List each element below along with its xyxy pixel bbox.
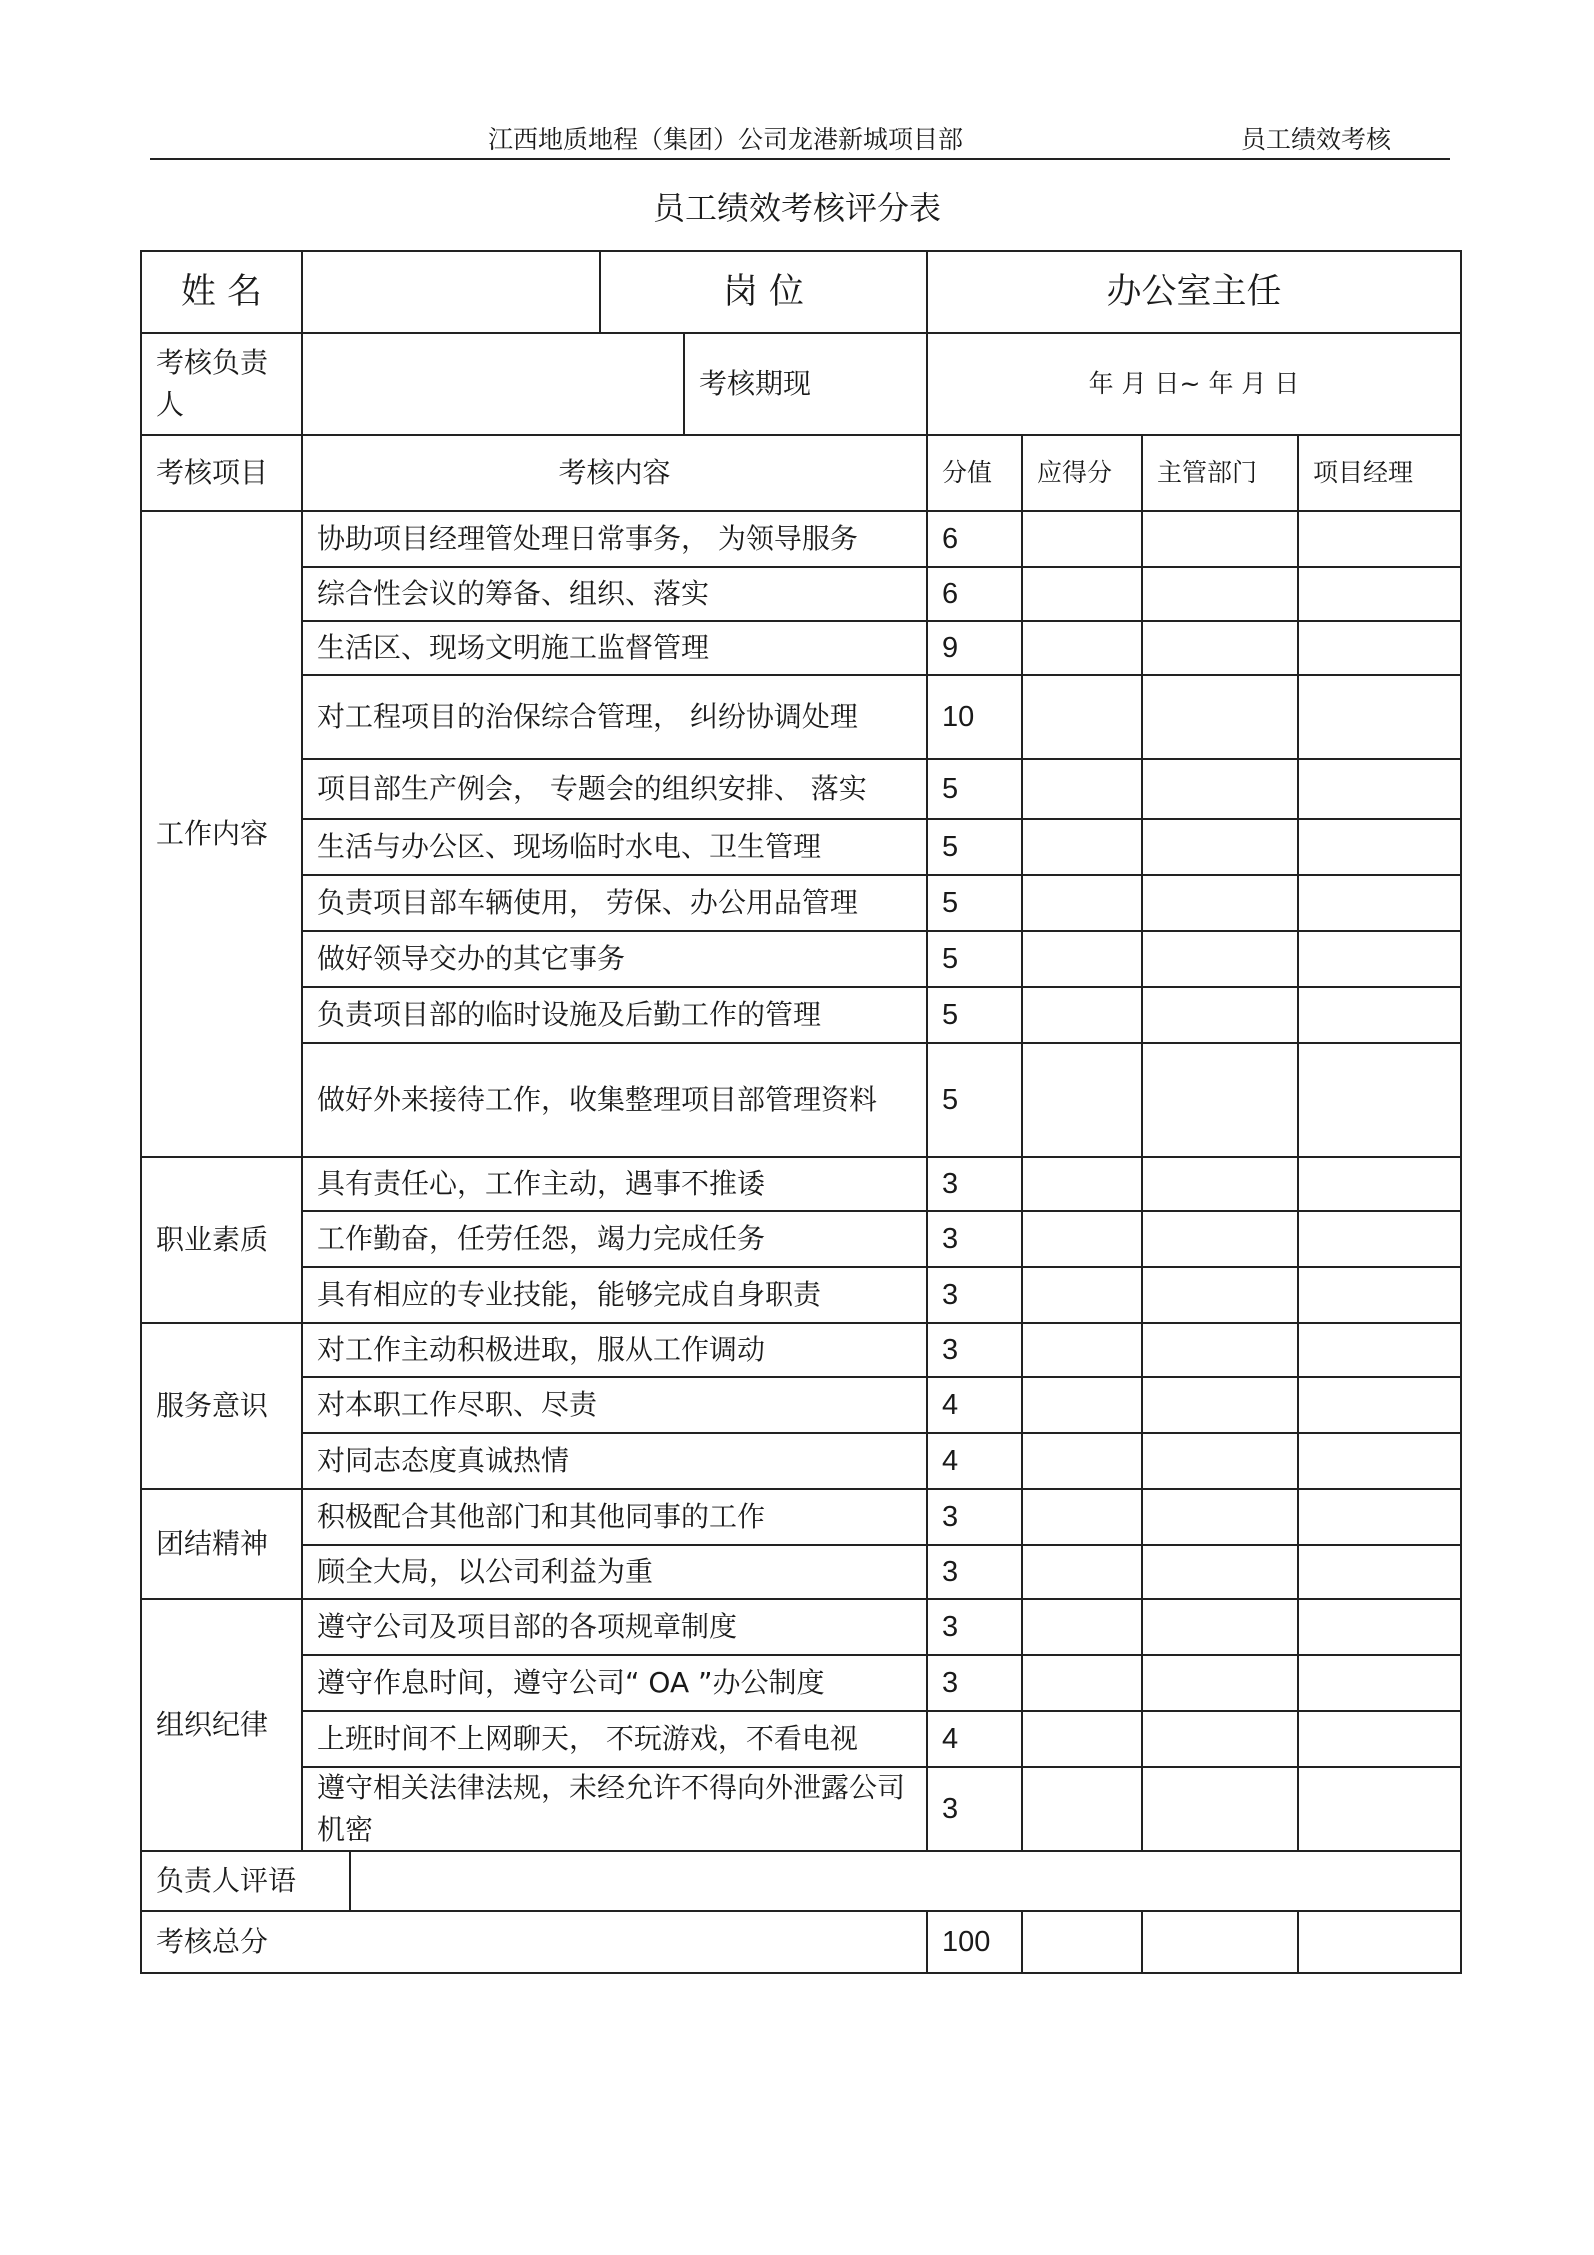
criterion-points-text: 5 <box>942 999 959 1031</box>
column-header-dept <box>1141 434 1299 512</box>
criterion-points-text: 4 <box>942 1389 959 1421</box>
criterion-points-text: 5 <box>942 773 959 805</box>
score-cell[interactable] <box>1021 930 1143 988</box>
dept-score-cell[interactable] <box>1141 1322 1299 1378</box>
score-cell[interactable] <box>1021 674 1143 760</box>
total-points <box>926 1910 1023 1974</box>
document-title: 员工绩效考核评分表 <box>652 189 941 227</box>
position-value[interactable] <box>926 250 1462 334</box>
criterion-points <box>926 1544 1023 1600</box>
pm-score-cell[interactable] <box>1297 758 1462 820</box>
score-cell[interactable] <box>1021 758 1143 820</box>
score-cell[interactable] <box>1021 1376 1143 1434</box>
criterion-points <box>926 1766 1023 1852</box>
criterion-points-text: 5 <box>942 1084 959 1116</box>
pm-score-cell[interactable] <box>1297 1322 1462 1378</box>
criterion-content-text: 积极配合其他部门和其他同事的工作 <box>317 1500 766 1533</box>
criterion-content <box>301 1710 928 1768</box>
group-name-text: 服务意识 <box>156 1389 269 1422</box>
criterion-points <box>926 1322 1023 1378</box>
criterion-points <box>926 1488 1023 1546</box>
criterion-content-text: 对本职工作尽职、尽责 <box>317 1388 598 1421</box>
group-name <box>140 1322 303 1490</box>
pm-score-cell[interactable] <box>1297 1710 1462 1768</box>
criterion-content <box>301 620 928 676</box>
column-header-pm-text: 项目经理 <box>1313 458 1414 487</box>
pm-score-cell[interactable] <box>1297 1432 1462 1490</box>
criterion-content-text: 项目部生产例会， 专题会的组织安排、 落实 <box>317 772 867 805</box>
criterion-points-text: 3 <box>942 1793 959 1825</box>
score-cell[interactable] <box>1021 1042 1143 1158</box>
score-cell[interactable] <box>1021 1322 1143 1378</box>
pm-score-cell[interactable] <box>1297 1376 1462 1434</box>
pm-score-cell[interactable] <box>1297 818 1462 876</box>
pm-score-cell[interactable] <box>1297 930 1462 988</box>
period-label-text: 考核期现 <box>699 367 812 400</box>
total-pm-cell[interactable] <box>1297 1910 1462 1974</box>
criterion-content-text: 遵守作息时间，遵守公司“ OA ”办公制度 <box>317 1666 825 1699</box>
dept-score-cell[interactable] <box>1141 1432 1299 1490</box>
criterion-content-text: 负责项目部车辆使用， 劳保、办公用品管理 <box>317 886 858 919</box>
total-score-cell[interactable] <box>1021 1910 1143 1974</box>
pm-score-cell[interactable] <box>1297 1042 1462 1158</box>
score-cell[interactable] <box>1021 1766 1143 1852</box>
column-header-score-text: 应得分 <box>1037 458 1113 487</box>
criterion-content-text: 遵守公司及项目部的各项规章制度 <box>317 1610 738 1643</box>
criterion-content <box>301 674 928 760</box>
dept-score-cell[interactable] <box>1141 874 1299 932</box>
pm-score-cell[interactable] <box>1297 874 1462 932</box>
score-cell[interactable] <box>1021 1488 1143 1546</box>
group-name-text: 团结精神 <box>156 1527 269 1560</box>
criterion-points <box>926 1432 1023 1490</box>
group-name <box>140 510 303 1158</box>
criterion-points-text: 3 <box>942 1334 959 1366</box>
group-name-text: 职业素质 <box>156 1223 269 1256</box>
criterion-content-text: 协助项目经理管处理日常事务， 为领导服务 <box>317 522 858 555</box>
total-label-text: 考核总分 <box>156 1925 269 1958</box>
score-cell[interactable] <box>1021 874 1143 932</box>
name-label <box>140 250 303 334</box>
criterion-content <box>301 1042 928 1158</box>
criterion-points <box>926 874 1023 932</box>
total-points-text: 100 <box>942 1926 991 1958</box>
score-cell[interactable] <box>1021 818 1143 876</box>
dept-score-cell[interactable] <box>1141 1544 1299 1600</box>
total-label <box>140 1910 928 1974</box>
pm-score-cell[interactable] <box>1297 1598 1462 1656</box>
header-section-label: 员工绩效考核 <box>1241 125 1392 154</box>
dept-score-cell[interactable] <box>1141 1766 1299 1852</box>
criterion-content <box>301 1654 928 1712</box>
criterion-points <box>926 510 1023 568</box>
period-value[interactable] <box>926 332 1462 436</box>
period-label <box>683 332 928 436</box>
criterion-points <box>926 1266 1023 1324</box>
criterion-content-text: 综合性会议的筹备、组织、落实 <box>317 577 710 610</box>
position-label-text: 岗 位 <box>722 272 805 312</box>
criterion-content <box>301 510 928 568</box>
position-value-text: 办公室主任 <box>1106 272 1282 312</box>
dept-score-cell[interactable] <box>1141 510 1299 568</box>
header-organization: 江西地质地程（集团）公司龙港新城项目部 <box>488 125 964 154</box>
pm-score-cell[interactable] <box>1297 986 1462 1044</box>
criterion-content-text: 生活区、现场文明施工监督管理 <box>317 631 710 664</box>
criterion-content-text: 遵守相关法律法规，未经允许不得向外泄露公司机密 <box>317 1771 906 1846</box>
criterion-content <box>301 1766 928 1852</box>
criterion-content-text: 顾全大局，以公司利益为重 <box>317 1555 654 1588</box>
column-header-points <box>926 434 1023 512</box>
pm-score-cell[interactable] <box>1297 510 1462 568</box>
dept-score-cell[interactable] <box>1141 674 1299 760</box>
evaluation-table <box>140 250 1460 2086</box>
criterion-content <box>301 1156 928 1212</box>
criterion-content <box>301 930 928 988</box>
criterion-points <box>926 566 1023 622</box>
dept-score-cell[interactable] <box>1141 566 1299 622</box>
criterion-content <box>301 1488 928 1546</box>
criterion-points <box>926 1210 1023 1268</box>
criterion-points <box>926 674 1023 760</box>
criterion-points-text: 5 <box>942 887 959 919</box>
criterion-content-text: 负责项目部的临时设施及后勤工作的管理 <box>317 998 822 1031</box>
group-name <box>140 1488 303 1600</box>
score-cell[interactable] <box>1021 1710 1143 1768</box>
criterion-content <box>301 758 928 820</box>
criterion-content-text: 具有责任心，工作主动，遇事不推诿 <box>317 1167 766 1200</box>
criterion-content <box>301 566 928 622</box>
criterion-content <box>301 1598 928 1656</box>
criterion-points-text: 6 <box>942 523 959 555</box>
criterion-points-text: 4 <box>942 1723 959 1755</box>
reviewer-value[interactable] <box>301 332 685 436</box>
dept-score-cell[interactable] <box>1141 620 1299 676</box>
dept-score-cell[interactable] <box>1141 1266 1299 1324</box>
pm-score-cell[interactable] <box>1297 566 1462 622</box>
criterion-points-text: 3 <box>942 1279 959 1311</box>
dept-score-cell[interactable] <box>1141 1376 1299 1434</box>
column-header-points-text: 分值 <box>942 458 993 487</box>
criterion-content <box>301 1266 928 1324</box>
group-name <box>140 1156 303 1324</box>
header-rule <box>150 158 1450 160</box>
criterion-points <box>926 818 1023 876</box>
criterion-points <box>926 1376 1023 1434</box>
criterion-points-text: 3 <box>942 1223 959 1255</box>
column-header-item-text: 考核项目 <box>156 456 269 489</box>
criterion-points-text: 6 <box>942 578 959 610</box>
criterion-content-text: 做好外来接待工作，收集整理项目部管理资料 <box>317 1083 878 1116</box>
dept-score-cell[interactable] <box>1141 818 1299 876</box>
dept-score-cell[interactable] <box>1141 930 1299 988</box>
score-cell[interactable] <box>1021 986 1143 1044</box>
score-cell[interactable] <box>1021 1654 1143 1712</box>
column-header-pm <box>1297 434 1462 512</box>
score-cell[interactable] <box>1021 1156 1143 1212</box>
group-name-text: 组织纪律 <box>156 1708 269 1741</box>
dept-score-cell[interactable] <box>1141 986 1299 1044</box>
pm-score-cell[interactable] <box>1297 620 1462 676</box>
criterion-points-text: 3 <box>942 1611 959 1643</box>
criterion-points <box>926 1710 1023 1768</box>
criterion-points <box>926 986 1023 1044</box>
criterion-points-text: 3 <box>942 1667 959 1699</box>
dept-score-cell[interactable] <box>1141 1710 1299 1768</box>
criterion-content <box>301 1322 928 1378</box>
criterion-points-text: 10 <box>942 701 975 733</box>
column-header-score <box>1021 434 1143 512</box>
score-cell[interactable] <box>1021 510 1143 568</box>
criterion-content-text: 具有相应的专业技能，能够完成自身职责 <box>317 1278 822 1311</box>
criterion-points <box>926 1042 1023 1158</box>
dept-score-cell[interactable] <box>1141 1654 1299 1712</box>
name-label-text: 姓 名 <box>180 272 263 312</box>
criterion-content-text: 生活与办公区、现场临时水电、卫生管理 <box>317 830 822 863</box>
name-value[interactable] <box>301 250 601 334</box>
criterion-points <box>926 758 1023 820</box>
pm-score-cell[interactable] <box>1297 1544 1462 1600</box>
column-header-dept-text: 主管部门 <box>1157 458 1258 487</box>
criterion-content-text: 对工程项目的治保综合管理， 纠纷协调处理 <box>317 700 858 733</box>
criterion-content <box>301 1210 928 1268</box>
criterion-points <box>926 930 1023 988</box>
criterion-points <box>926 1654 1023 1712</box>
pm-score-cell[interactable] <box>1297 1156 1462 1212</box>
score-cell[interactable] <box>1021 620 1143 676</box>
dept-score-cell[interactable] <box>1141 1210 1299 1268</box>
criterion-points-text: 4 <box>942 1445 959 1477</box>
criterion-content <box>301 1544 928 1600</box>
criterion-content-text: 工作勤奋，任劳任怨，竭力完成任务 <box>317 1222 766 1255</box>
pm-score-cell[interactable] <box>1297 674 1462 760</box>
pm-score-cell[interactable] <box>1297 1488 1462 1546</box>
comment-label-text: 负责人评语 <box>156 1864 297 1897</box>
dept-score-cell[interactable] <box>1141 1598 1299 1656</box>
column-header-content <box>301 434 928 512</box>
criterion-content <box>301 818 928 876</box>
criterion-content-text: 上班时间不上网聊天， 不玩游戏，不看电视 <box>317 1722 858 1755</box>
total-dept-cell[interactable] <box>1141 1910 1299 1974</box>
comment-label <box>140 1850 351 1912</box>
dept-score-cell[interactable] <box>1141 1488 1299 1546</box>
pm-score-cell[interactable] <box>1297 1766 1462 1852</box>
criterion-points-text: 9 <box>942 632 959 664</box>
pm-score-cell[interactable] <box>1297 1210 1462 1268</box>
dept-score-cell[interactable] <box>1141 1156 1299 1212</box>
criterion-content-text: 对工作主动积极进取，服从工作调动 <box>317 1333 766 1366</box>
dept-score-cell[interactable] <box>1141 1042 1299 1158</box>
criterion-points <box>926 1598 1023 1656</box>
pm-score-cell[interactable] <box>1297 1266 1462 1324</box>
group-name <box>140 1598 303 1852</box>
criterion-points <box>926 620 1023 676</box>
criterion-points-text: 3 <box>942 1168 959 1200</box>
criterion-points-text: 5 <box>942 831 959 863</box>
score-cell[interactable] <box>1021 1266 1143 1324</box>
reviewer-label-text: 考核负责人 <box>156 346 269 421</box>
score-cell[interactable] <box>1021 1210 1143 1268</box>
period-value-text: 年 月 日~ 年 月 日 <box>1088 369 1300 398</box>
criterion-content-text: 对同志态度真诚热情 <box>317 1444 570 1477</box>
criterion-content <box>301 1432 928 1490</box>
criterion-points-text: 3 <box>942 1501 959 1533</box>
criterion-content <box>301 874 928 932</box>
criterion-points <box>926 1156 1023 1212</box>
score-cell[interactable] <box>1021 1544 1143 1600</box>
criterion-content-text: 做好领导交办的其它事务 <box>317 942 626 975</box>
column-header-content-text: 考核内容 <box>558 456 671 489</box>
column-header-item <box>140 434 303 512</box>
pm-score-cell[interactable] <box>1297 1654 1462 1712</box>
criterion-content <box>301 1376 928 1434</box>
reviewer-label <box>140 332 303 436</box>
criterion-points-text: 3 <box>942 1556 959 1588</box>
criterion-content <box>301 986 928 1044</box>
criterion-points-text: 5 <box>942 943 959 975</box>
score-cell[interactable] <box>1021 1598 1143 1656</box>
group-name-text: 工作内容 <box>156 817 269 850</box>
score-cell[interactable] <box>1021 566 1143 622</box>
score-cell[interactable] <box>1021 1432 1143 1490</box>
dept-score-cell[interactable] <box>1141 758 1299 820</box>
position-label <box>599 250 928 334</box>
comment-value[interactable] <box>349 1850 1462 1912</box>
